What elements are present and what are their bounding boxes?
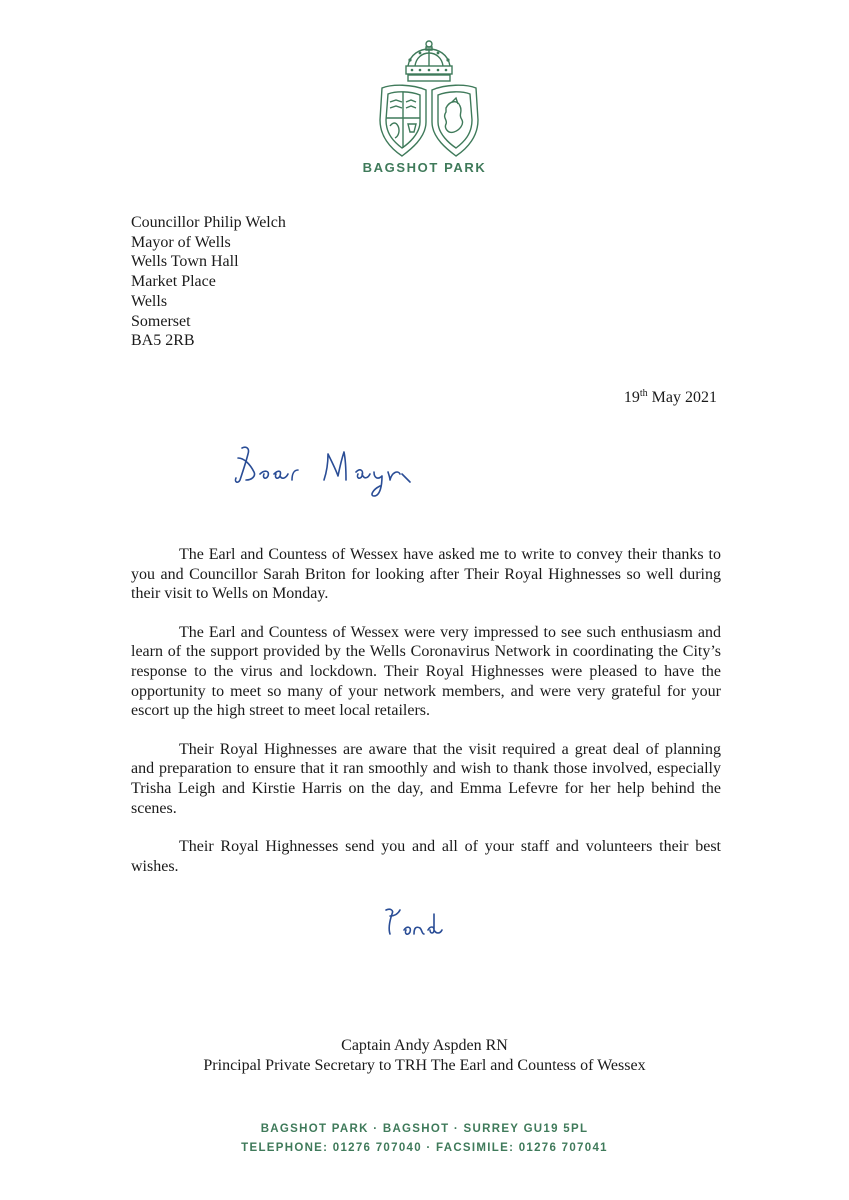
body-paragraph: The Earl and Countess of Wessex were very impressed to see such enthusiasm and learn of the support provided by the Wells Coronavirus Network in coordinating the City’s response to the virus and lockdown. Their Royal Highnesses were pleased to have the opportunity to meet so many of your network members, and were very grateful for your escort up the high street to meet local retailers. [131,623,721,720]
signatory-title: Principal Private Secretary to TRH The Earl and Countess of Wessex [203,1057,646,1074]
footer-contact: TELEPHONE: 01276 707040 · FACSIMILE: 01276 707041 [241,1142,608,1154]
handwritten-signoff [380,900,450,945]
footer-address: BAGSHOT PARK · BAGSHOT · SURREY GU19 5PL [260,1123,589,1135]
handwritten-salutation [230,440,430,500]
address-line: Wells Town Hall [131,253,239,271]
royal-crest-icon [368,38,490,160]
address-line: Mayor of Wells [131,233,231,251]
signature-block [0,1036,849,1076]
date-rest: May 2021 [647,389,717,406]
address-line: Wells [131,292,168,310]
letterhead-title: BAGSHOT PARK [362,160,487,175]
address-line: Councillor Philip Welch [131,214,286,231]
signatory-name: Captain Andy Aspden RN [341,1037,508,1054]
address-line: BA5 2RB [131,332,195,350]
date-suffix: th [639,388,648,399]
letter-date [624,388,717,407]
letter-body [131,545,721,895]
date-day: 19 [623,389,640,406]
address-line: Market Place [131,273,216,291]
body-paragraph: Their Royal Highnesses are aware that the visit required a great deal of planning and preparation to ensure that it ran smoothly and wish to thank those involved, especially Trisha Leigh and Kirstie Harris on the day, and Emma Lefevre for her help behind the scenes. [131,740,721,817]
body-paragraph: Their Royal Highnesses send you and all of your staff and volunteers their best wishes. [131,838,721,875]
address-line: Somerset [131,312,191,330]
letter-footer [0,1120,849,1158]
body-paragraph: The Earl and Countess of Wessex have asked me to write to convey their thanks to you and Councillor Sarah Briton for looking after Their Royal Highnesses so well during their visit to Wells on Monday. [131,546,721,603]
recipient-address [131,213,286,351]
